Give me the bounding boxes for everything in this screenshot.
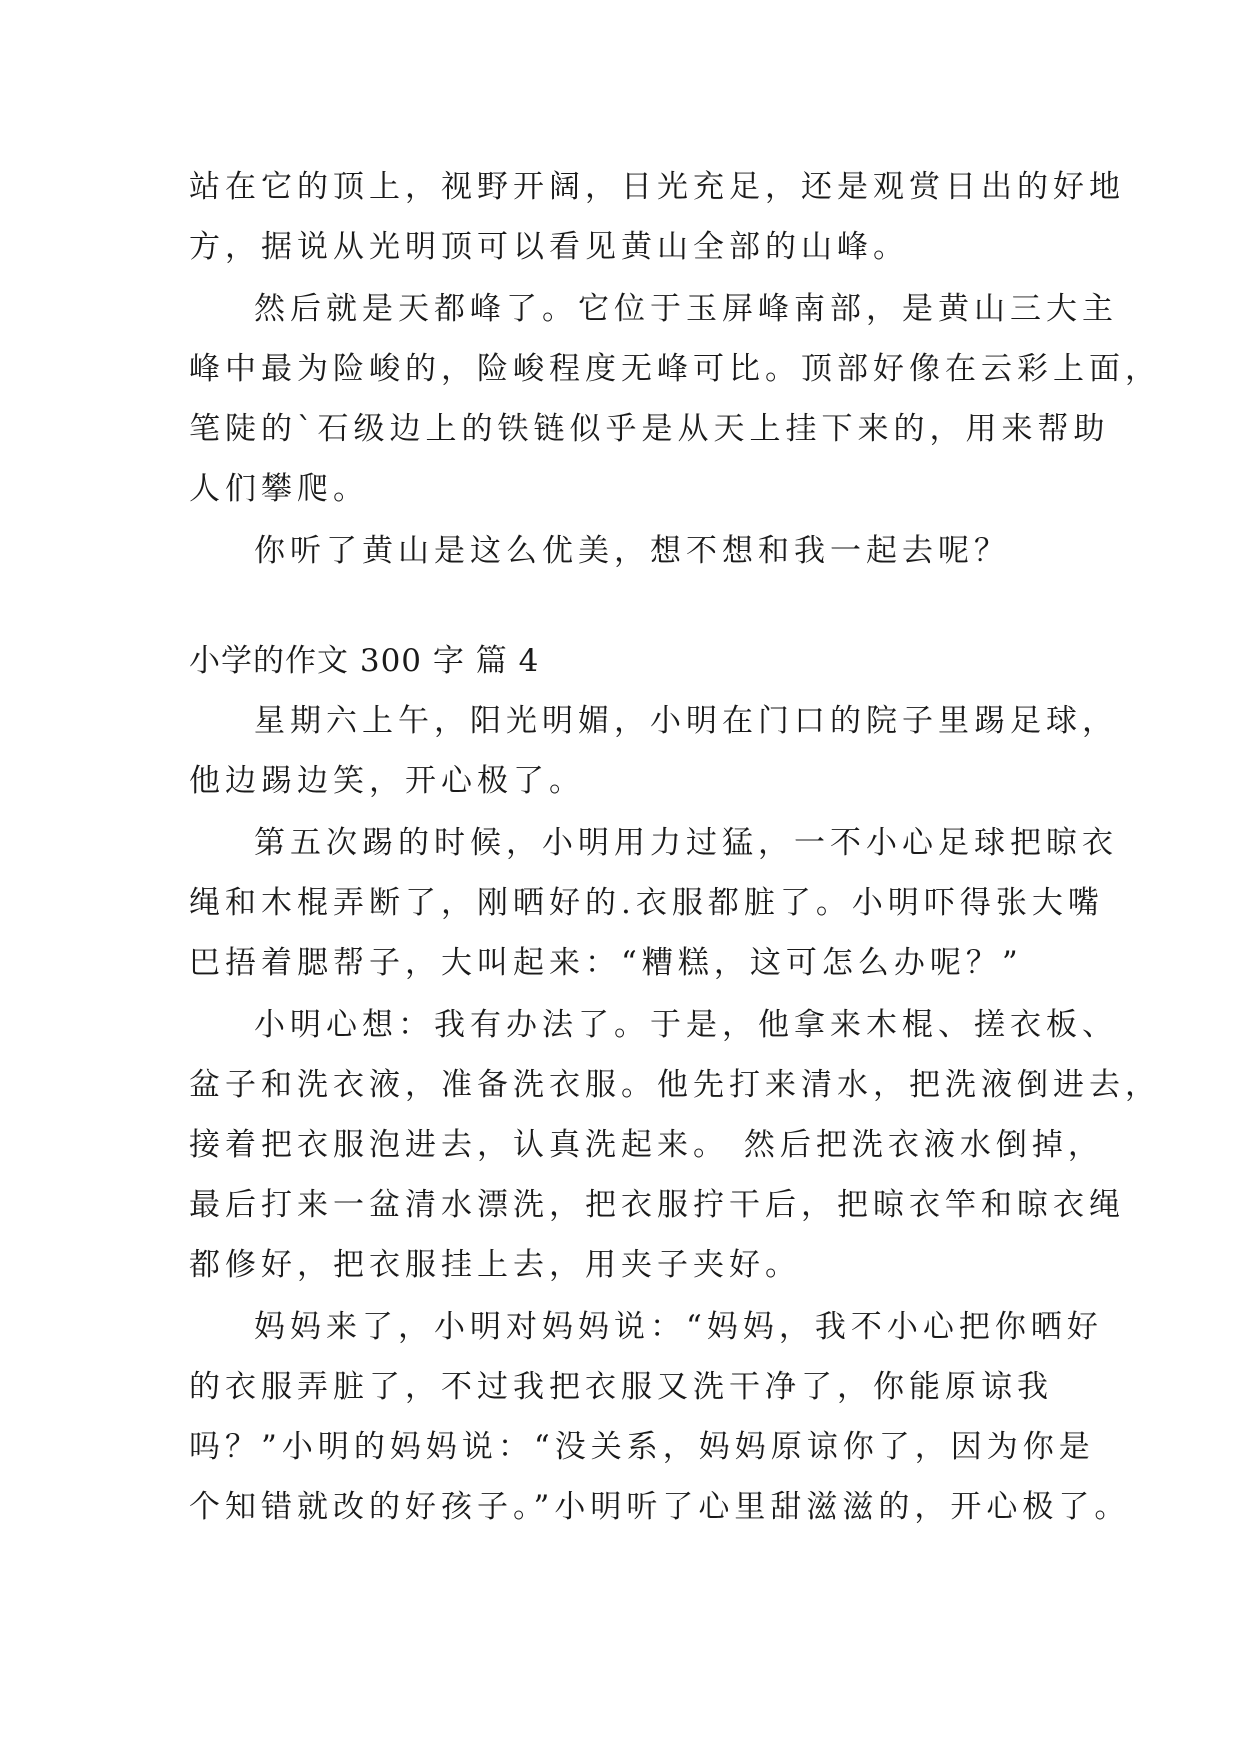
paragraph-line: 他边踢边笑，开心极了。 [189,763,585,799]
paragraph-line: 巴捂着腮帮子，大叫起来：“糟糕，这可怎么办呢？” [189,945,1023,981]
paragraph-line: 小明心想：我有办法了。于是，他拿来木棍、搓衣板、 [254,1007,1118,1043]
paragraph-line: 吗？”小明的妈妈说：“没关系，妈妈原谅你了，因为你是 [189,1429,1095,1465]
paragraph-line: 盆子和洗衣液，准备洗衣服。他先打来清水，把洗液倒进去， [189,1067,1161,1103]
paragraph-line: 峰中最为险峻的，险峻程度无峰可比。顶部好像在云彩上面， [189,351,1161,387]
paragraph-line: 接着把衣服泡进去，认真洗起来。 然后把洗衣液水倒掉， [189,1127,1104,1163]
paragraph-line: 然后就是天都峰了。它位于玉屏峰南部，是黄山三大主 [254,291,1118,327]
paragraph-line: 笔陡的`石级边上的铁链似乎是从天上挂下来的，用来帮助 [189,411,1110,447]
paragraph-line: 人们攀爬。 [189,471,369,507]
paragraph-line: 最后打来一盆清水漂洗，把衣服拧干后，把晾衣竿和晾衣绳 [189,1187,1125,1223]
paragraph-line: 的衣服弄脏了，不过我把衣服又洗干净了，你能原谅我 [189,1369,1053,1405]
paragraph-line: 绳和木棍弄断了，刚晒好的.衣服都脏了。小明吓得张大嘴 [189,885,1104,921]
paragraph-line: 都修好，把衣服挂上去，用夹子夹好。 [189,1247,801,1283]
paragraph-line: 星期六上午，阳光明媚，小明在门口的院子里踢足球， [254,703,1118,739]
paragraph-line: 个知错就改的好孩子。”小明听了心里甜滋滋的，开心极了。 [189,1489,1131,1525]
paragraph-line: 第五次踢的时候，小明用力过猛，一不小心足球把晾衣 [254,825,1118,861]
paragraph-line: 你听了黄山是这么优美，想不想和我一起去呢？ [254,533,1010,569]
section-heading: 小学的作文 300 字 篇 4 [189,643,540,679]
paragraph-line: 站在它的顶上，视野开阔，日光充足，还是观赏日出的好地 [189,169,1125,205]
paragraph-line: 妈妈来了，小明对妈妈说：“妈妈，我不小心把你晒好 [254,1309,1103,1345]
paragraph-line: 方，据说从光明顶可以看见黄山全部的山峰。 [189,229,909,265]
